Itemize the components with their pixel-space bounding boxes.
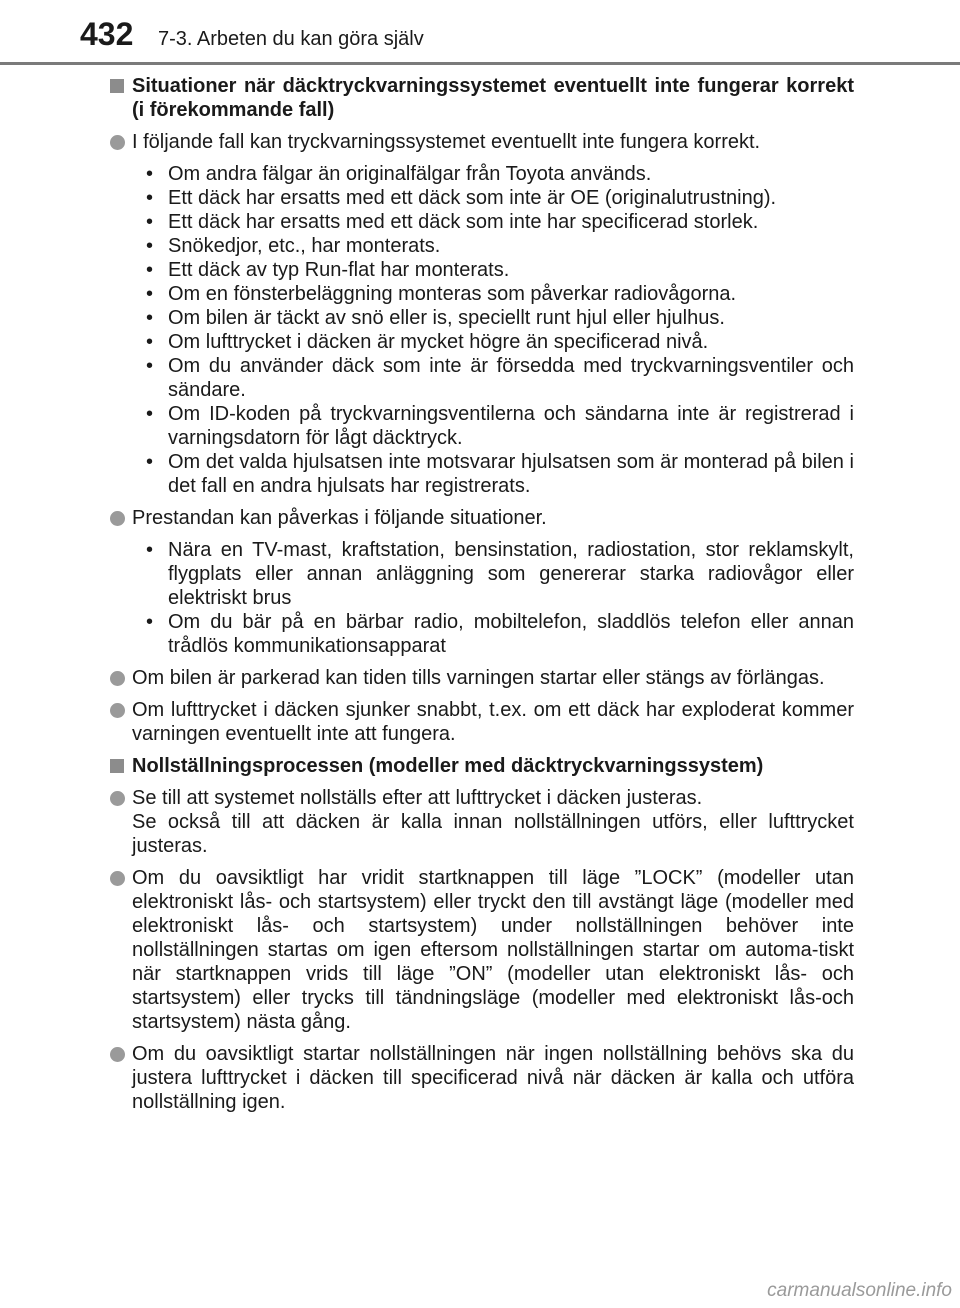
list-item: Om du oavsiktligt har vridit startknappen till läge ”LOCK” (modeller utan elektroniskt lås- och startsystem) eller tryckt den till avstängt läge (modeller med elektroniskt lås- och startsystem) under nollställningen behöver inte nollställningen startas om igen eftersom nollställningen startar om automa-tiskt när startknappen vrids till läge ”ON” (modeller utan elektroniskt lås- och startsystem) eller trycks till tändningsläge (modeller med elektroniskt lås-och startsystem) nästa gång. bbox=[108, 866, 854, 1034]
page-content bbox=[108, 74, 854, 1122]
bullet-dot-icon: • bbox=[146, 355, 154, 377]
bullet-item: • Om ID-koden på tryckvarningsventilerna och sändarna inte är registrerad i varningsdatorn för lågt däcktryck. bbox=[146, 403, 854, 449]
circle-bullet-icon bbox=[110, 871, 125, 886]
bullet-item: • Ett däck har ersatts med ett däck som inte har specificerad storlek. bbox=[146, 211, 759, 233]
square-bullet-icon bbox=[110, 759, 124, 773]
bullet-item: • Om en fönsterbeläggning monteras som påverkar radiovågorna. bbox=[146, 283, 737, 305]
header-rule bbox=[0, 62, 960, 65]
bullet-dot-icon: • bbox=[146, 259, 154, 281]
bullet-item: • Ett däck har ersatts med ett däck som inte är OE (originalutrustning). bbox=[146, 187, 777, 209]
bullet-dot-icon: • bbox=[146, 163, 154, 185]
circle-bullet-icon bbox=[110, 511, 125, 526]
bullet-list bbox=[108, 538, 854, 658]
list-item: I följande fall kan tryckvarningssystemet eventuellt inte fungera korrekt. bbox=[108, 130, 854, 154]
bullet-dot-icon: • bbox=[146, 331, 154, 353]
circle-bullet-icon bbox=[110, 703, 125, 718]
bullet-item: • Nära en TV-mast, kraftstation, bensinstation, radiostation, stor reklamskylt, flygplats eller annan anläggning som genererar starka radiovågor eller elektriskt brus bbox=[146, 539, 854, 609]
bullet-dot-icon: • bbox=[146, 451, 154, 473]
circle-bullet-icon bbox=[110, 671, 125, 686]
bullet-item: • Om andra fälgar än originalfälgar från Toyota används. bbox=[146, 163, 652, 185]
circle-bullet-icon bbox=[110, 1047, 125, 1062]
bullet-dot-icon: • bbox=[146, 307, 154, 329]
bullet-dot-icon: • bbox=[146, 187, 154, 209]
bullet-item: • Om bilen är täckt av snö eller is, speciellt runt hjul eller hjulhus. bbox=[146, 307, 725, 329]
bullet-dot-icon: • bbox=[146, 403, 154, 425]
bullet-item: • Om du använder däck som inte är försedda med tryckvarningsventiler och sändare. bbox=[146, 355, 854, 401]
list-item: Se till att systemet nollställs efter att lufttrycket i däcken justeras. Se också till att däcken är kalla innan nollställningen utförs, eller lufttrycket justeras. bbox=[108, 786, 854, 858]
bullet-item: • Ett däck av typ Run-flat har monterats. bbox=[146, 259, 510, 281]
circle-bullet-icon bbox=[110, 135, 125, 150]
bullet-list bbox=[108, 162, 854, 498]
bullet-dot-icon: • bbox=[146, 235, 154, 257]
bullet-item: • Om det valda hjulsatsen inte motsvarar hjulsatsen som är monterad på bilen i det fall en andra hjulsats har registrerats. bbox=[146, 451, 854, 497]
page-number: 432 bbox=[80, 16, 134, 52]
circle-bullet-icon bbox=[110, 791, 125, 806]
list-item: Prestandan kan påverkas i följande situationer. bbox=[108, 506, 854, 530]
bullet-dot-icon: • bbox=[146, 283, 154, 305]
list-item: Om bilen är parkerad kan tiden tills varningen startar eller stängs av förlängas. bbox=[108, 666, 854, 690]
bullet-dot-icon: • bbox=[146, 539, 154, 561]
bullet-item: • Snökedjor, etc., har monterats. bbox=[146, 235, 441, 257]
footer-watermark: carmanualsonline.info bbox=[767, 1280, 952, 1301]
bullet-dot-icon: • bbox=[146, 211, 154, 233]
bullet-item: • Om lufttrycket i däcken är mycket högre än specificerad nivå. bbox=[146, 331, 709, 353]
bullet-item: • Om du bär på en bärbar radio, mobiltelefon, sladdlös telefon eller annan trådlös kommunikationsapparat bbox=[146, 611, 854, 657]
list-item: Om du oavsiktligt startar nollställningen när ingen nollställning behövs ska du justera lufttrycket i däcken till specificerad nivå när däcken är kalla och utföra nollställning igen. bbox=[108, 1042, 854, 1114]
section-heading: Situationer när däcktryckvarningssystemet eventuellt inte fungerar korrekt (i förekommande fall) bbox=[108, 74, 854, 122]
square-bullet-icon bbox=[110, 79, 124, 93]
section-heading: Nollställningsprocessen (modeller med däcktryckvarningssystem) bbox=[108, 754, 854, 778]
chapter-title: 7-3. Arbeten du kan göra själv bbox=[158, 28, 424, 50]
bullet-dot-icon: • bbox=[146, 611, 154, 633]
list-item: Om lufttrycket i däcken sjunker snabbt, t.ex. om ett däck har exploderat kommer varningen eventuellt inte att fungera. bbox=[108, 698, 854, 746]
